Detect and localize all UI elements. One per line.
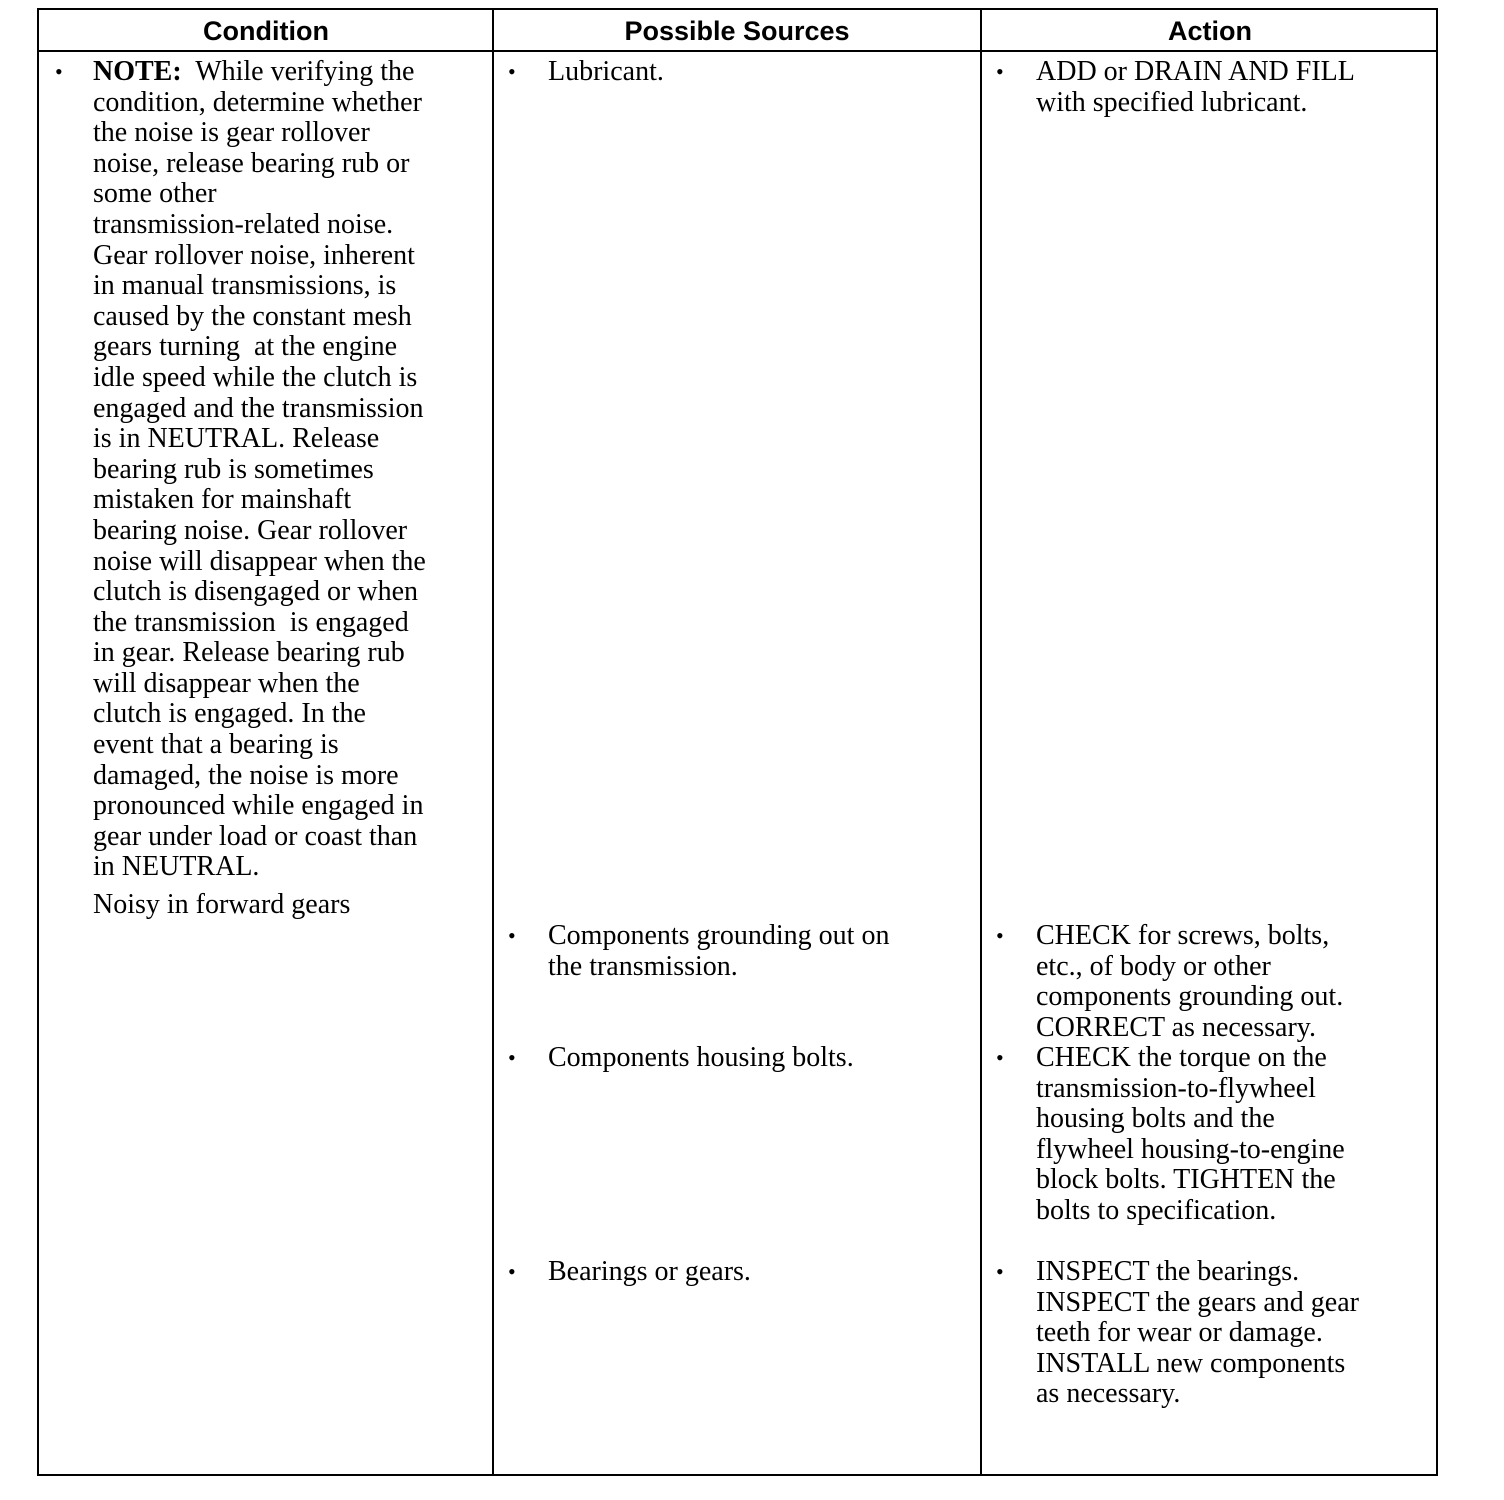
source-item: [548, 1043, 968, 1074]
note-line: noise, release bearing rub or: [93, 147, 410, 179]
column-divider-2: [980, 10, 982, 1474]
action-item: [1036, 1257, 1426, 1410]
bullet-icon: •: [996, 1045, 1004, 1070]
source-line: Components housing bolts.: [548, 1042, 854, 1073]
note-line: transmission-related noise.: [93, 208, 394, 240]
note-line: in gear. Release bearing rub: [93, 637, 405, 669]
note-line: some other: [93, 178, 217, 210]
source-line: Bearings or gears.: [548, 1256, 751, 1287]
bullet-icon: •: [508, 923, 516, 948]
bullet-icon: •: [996, 923, 1004, 948]
action-item: [1036, 1043, 1426, 1227]
note-line: noise will disappear when the: [93, 545, 426, 577]
header-condition: Condition: [203, 16, 329, 46]
note-line: will disappear when the: [93, 667, 360, 699]
action-line: flywheel housing-to-engine: [1036, 1133, 1345, 1165]
action-item: [1036, 57, 1426, 118]
action-line: CORRECT as necessary.: [1036, 1011, 1316, 1043]
note-line: Gear rollover noise, inherent: [93, 239, 415, 271]
action-line: transmission-to-flywheel: [1036, 1072, 1316, 1104]
note-line: caused by the constant mesh: [93, 300, 412, 332]
action-line: as necessary.: [1036, 1378, 1181, 1410]
note-line: the noise is gear rollover: [93, 117, 370, 149]
bullet-icon: •: [996, 59, 1004, 84]
bullet-icon: •: [508, 59, 516, 84]
condition-note: [93, 57, 483, 883]
action-line: ADD or DRAIN AND FILL: [1036, 56, 1355, 87]
bullet-icon: •: [55, 59, 63, 84]
note-label: NOTE:: [93, 56, 182, 87]
action-line: CHECK for screws, bolts,: [1036, 920, 1330, 951]
action-line: teeth for wear or damage.: [1036, 1317, 1323, 1349]
action-line: INSPECT the gears and gear: [1036, 1286, 1359, 1318]
note-line: in manual transmissions, is: [93, 270, 397, 302]
note-line: event that a bearing is: [93, 729, 339, 761]
note-line: clutch is engaged. In the: [93, 698, 366, 730]
note-line: mistaken for mainshaft: [93, 484, 352, 516]
bullet-icon: •: [508, 1259, 516, 1284]
action-line: INSTALL new components: [1036, 1347, 1346, 1379]
note-line: the transmission is engaged: [93, 606, 409, 638]
action-item: [1036, 921, 1426, 1043]
note-line: gear under load or coast than: [93, 820, 418, 852]
header-possible-sources: Possible Sources: [624, 16, 850, 46]
note-line: bearing noise. Gear rollover: [93, 514, 408, 546]
note-line: in NEUTRAL.: [93, 851, 260, 883]
note-line: condition, determine whether: [93, 86, 422, 118]
source-item: [548, 57, 968, 88]
note-line: damaged, the noise is more: [93, 759, 399, 791]
header-divider: [39, 50, 1436, 52]
source-line: the transmission.: [548, 950, 738, 982]
action-line: block bolts. TIGHTEN the: [1036, 1164, 1336, 1196]
action-line: bolts to specification.: [1036, 1194, 1277, 1226]
action-line: components grounding out.: [1036, 981, 1344, 1013]
action-line: with specified lubricant.: [1036, 86, 1308, 118]
note-line: gears turning at the engine: [93, 331, 398, 363]
action-line: INSPECT the bearings.: [1036, 1256, 1300, 1287]
note-line: pronounced while engaged in: [93, 790, 424, 822]
source-line: Components grounding out on: [548, 920, 890, 951]
note-line: bearing rub is sometimes: [93, 453, 374, 485]
source-line: Lubricant.: [548, 56, 664, 87]
bullet-icon: •: [508, 1045, 516, 1070]
condition-text: Noisy in forward gears: [93, 889, 351, 920]
note-line: clutch is disengaged or when: [93, 576, 419, 608]
column-divider-1: [492, 10, 494, 1474]
note-line: idle speed while the clutch is: [93, 361, 418, 393]
source-item: [548, 1257, 968, 1288]
action-line: housing bolts and the: [1036, 1103, 1275, 1135]
source-item: [548, 921, 968, 982]
note-line-1: NOTE: While verifying the: [93, 56, 415, 87]
action-line: etc., of body or other: [1036, 950, 1271, 982]
action-line: CHECK the torque on the: [1036, 1042, 1327, 1073]
bullet-icon: •: [996, 1259, 1004, 1284]
header-action: Action: [1168, 16, 1252, 46]
note-line: is in NEUTRAL. Release: [93, 423, 380, 455]
note-line: engaged and the transmission: [93, 392, 424, 424]
